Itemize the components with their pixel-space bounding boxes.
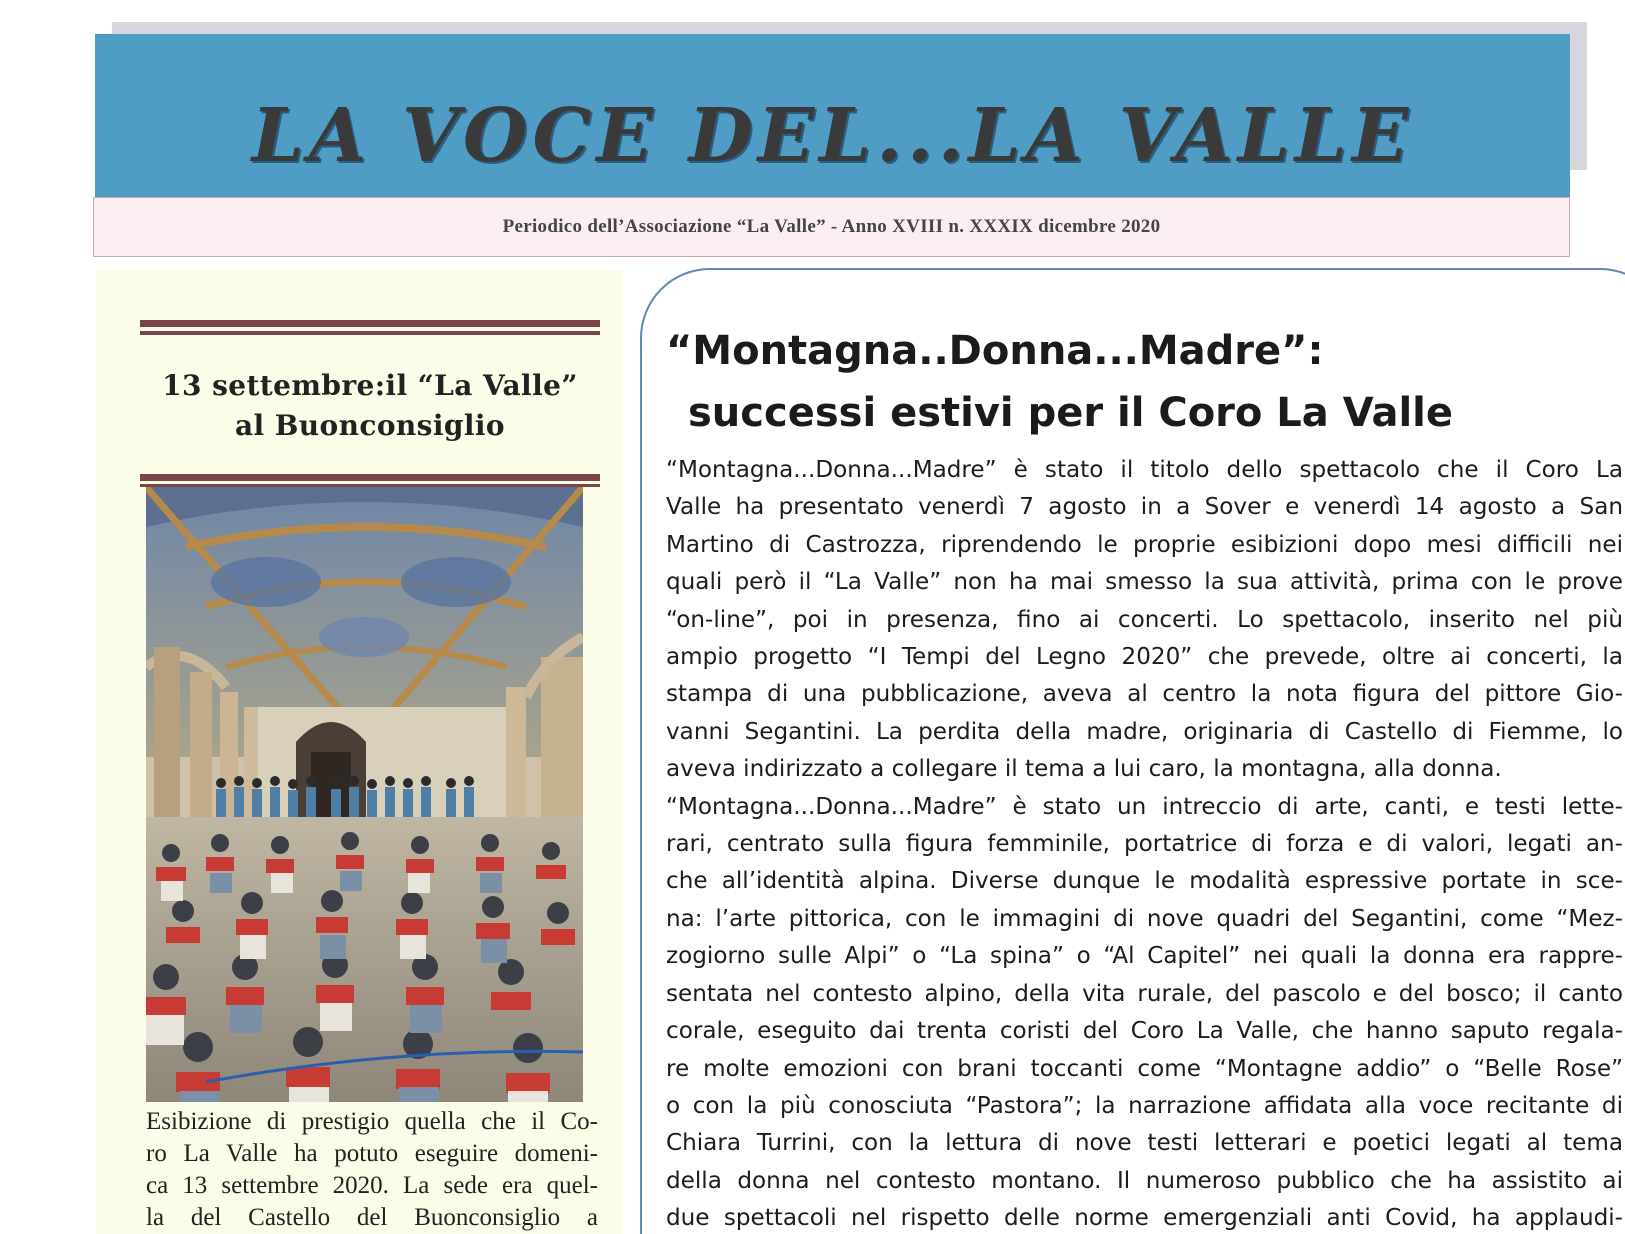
newspaper-title: LA VOCE DEL...LA VALLE [251, 92, 1414, 179]
article-line: “Montagna...Donna...Madre” è stato il titolo dello spettacolo che il Coro La [666, 457, 1623, 483]
sidebar-body-line: Esibizione di prestigio quella che il Co- [146, 1108, 598, 1135]
article-line: della donna nel contesto montano. Il numeroso pubblico che ha assistito ai [666, 1167, 1623, 1194]
sidebar-body-line: ca 13 settembre 2020. La sede era quel- [146, 1172, 598, 1199]
article-line: stampa di una pubblicazione, aveva al centro la nota figura del pittore Gio- [666, 681, 1623, 708]
article-headline-line1: “Montagna..Donna...Madre”: [666, 328, 1324, 374]
article-body [666, 452, 1623, 1234]
article-line: ampio progetto “I Tempi del Legno 2020” che prevede, oltre ai concerti, la [666, 644, 1623, 671]
article-line: quali però il “La Valle” non ha mai smesso la sua attività, prima con le prove [666, 569, 1623, 596]
sidebar-headline-line2: al Buonconsiglio [235, 409, 505, 442]
article-line: vanni Segantini. La perdita della madre, originaria di Castello di Fiemme, lo [666, 718, 1623, 745]
article-line: na: l’arte pittorica, con le immagini di nove quadri del Segantini, come “Mez- [666, 905, 1623, 932]
article-line: sentata nel contesto alpino, della vita rurale, del pascolo e del bosco; il canto [666, 980, 1623, 1007]
sidebar-body-line: la del Castello del Buonconsiglio a [146, 1204, 598, 1231]
article-line: corale, eseguito dai trenta coristi del Coro La Valle, che hanno saputo regala- [666, 1018, 1623, 1045]
article-line: “on-line”, poi in presenza, fino ai concerti. Lo spettacolo, inserito nel più [666, 606, 1623, 633]
article-line: rari, centrato sulla figura femminile, portatrice di forza e di valori, legati an- [666, 831, 1623, 858]
article-headline-line2: successi estivi per il Coro La Valle [688, 390, 1454, 436]
choir-photo-icon [146, 487, 583, 1102]
article-headline [666, 320, 1606, 444]
sidebar-body [146, 1106, 598, 1234]
article-line: “Montagna...Donna...Madre” è stato un intreccio di arte, canti, e testi lette- [666, 793, 1623, 820]
article-line: Chiara Turrini, con la lettura di nove testi letterari e poetici legati al tema [666, 1130, 1623, 1157]
article-line: aveva indirizzato a collegare il tema a lui caro, la montagna, alla donna. [666, 756, 1502, 783]
masthead-banner [95, 34, 1570, 197]
sidebar-rule-top [140, 320, 600, 335]
article-line: re molte emozioni con brani toccanti come “Montagne addio” o “Belle Rose” [666, 1055, 1623, 1082]
sidebar-headline [130, 366, 610, 446]
article-line: due spettacoli nel rispetto delle norme emergenziali anti Covid, ha applaudi- [666, 1205, 1623, 1232]
masthead-subtitle: Periodico dell’Associazione “La Valle” - Anno XVIII n. XXXIX dicembre 2020 [93, 197, 1570, 257]
sidebar-rule-mid [140, 474, 600, 487]
article-line: che all’identità alpina. Diverse dunque le modalità espressive portate in sce- [666, 868, 1623, 895]
article-line: Valle ha presentato venerdì 7 agosto in a Sover e venerdì 14 agosto a San [666, 494, 1623, 521]
article-line: o con la più conosciuta “Pastora”; la narrazione affidata alla voce recitante di [666, 1092, 1623, 1119]
sidebar-body-line: ro La Valle ha potuto eseguire domeni- [146, 1140, 598, 1167]
article-line: Martino di Castrozza, riprendendo le proprie esibizioni dopo mesi difficili nei [666, 531, 1623, 558]
sidebar-headline-line1: 13 settembre:il “La Valle” [162, 369, 578, 402]
article-line: zogiorno sulle Alpi” o “La spina” o “Al Capitel” nei quali la donna era rappre- [666, 943, 1623, 970]
